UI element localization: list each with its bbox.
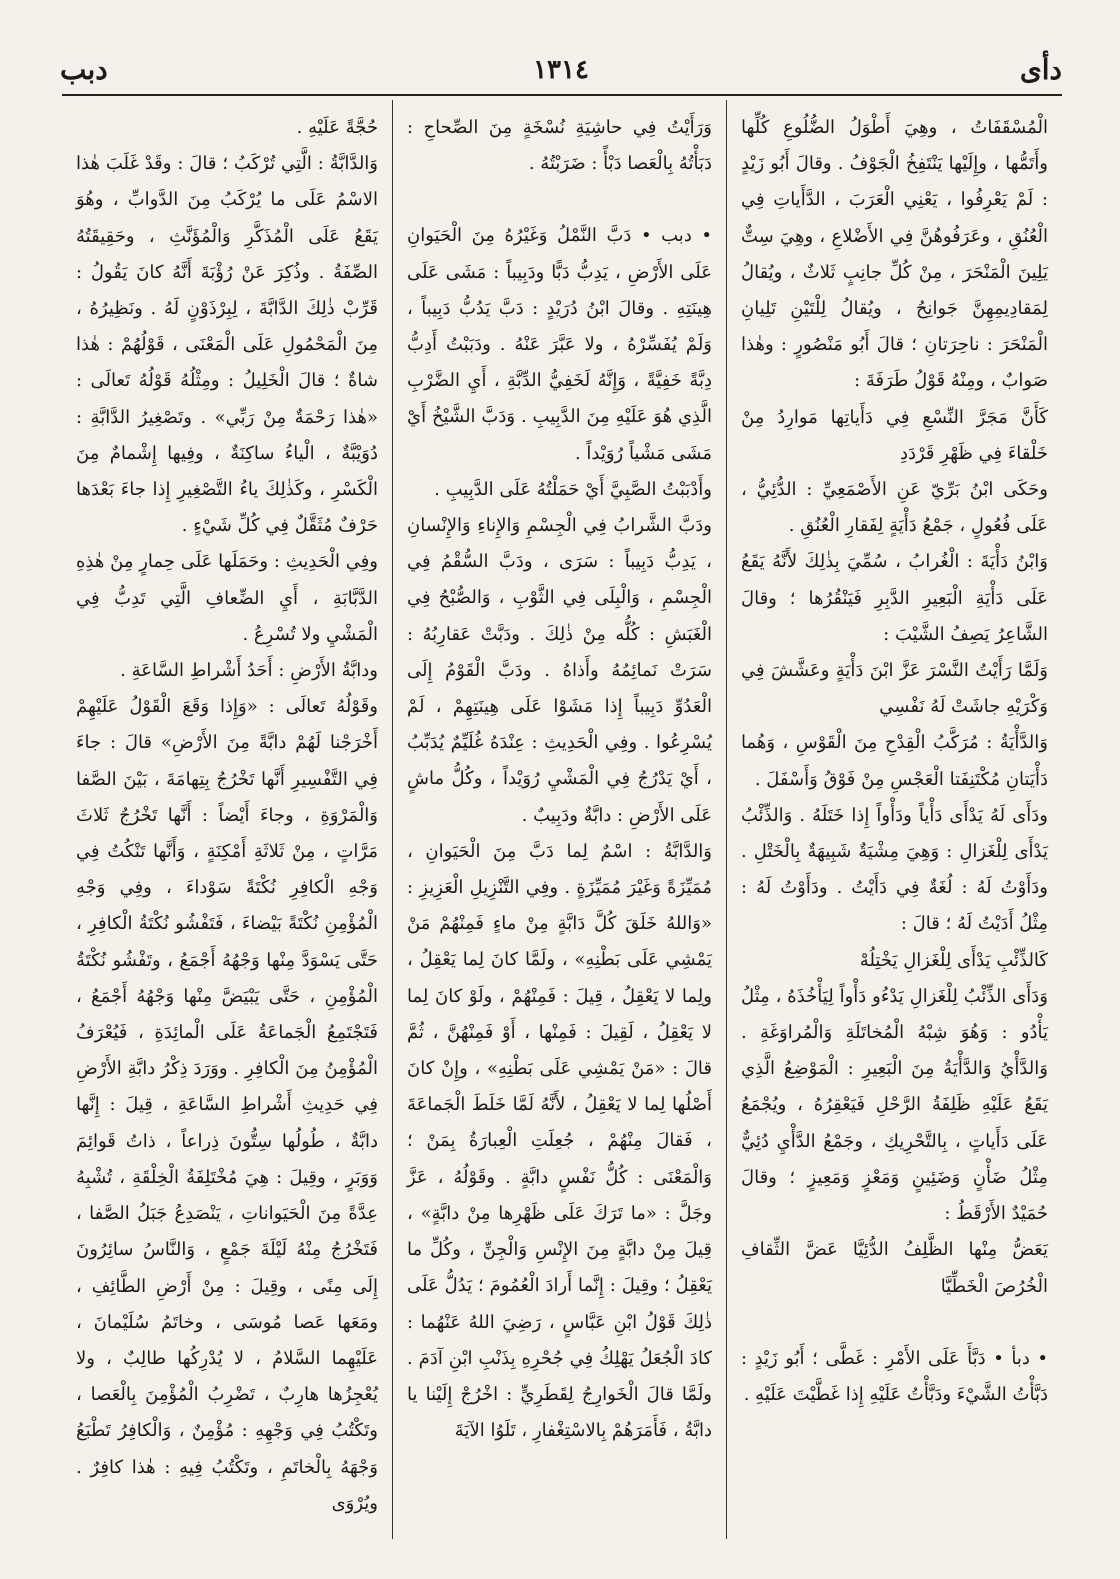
paragraph: وقَوْلُهُ تَعالَى : «وَإِذا وَقَعَ الْقَوْلُ عَلَيْهِمْ أَخْرَجْنا لَهُمْ دابَّةً مِنَ الأَرْضِ» قالَ : جاءَ فِي التَّفْسِيرِ أَنَّها تَخْرُجُ بِتِهامَةَ ، بَيْنَ الصَّفا وَالْمَرْوَةِ ، وجاءَ أَيْضاً : أَنَّها تَخْرُجُ ثَلاثَ مَرَّاتٍ ، مِنْ ثَلاثَةِ أَمْكِنَةٍ ، وَأَنَّها تَنْكُتُ فِي وَجْهِ الْكافِرِ نُكْتَةً سَوْداءَ ، وفِي وَجْهِ الْمُؤْمِنِ نُكْتَةً بَيْضاءَ ، فَتَفْشُو نُكْتَةُ الْكافِرِ ، حَتَّى يَسْوَدَّ مِنْها وَجْهُهُ أَجْمَعُ ، وتَفْشُو نُكْتَةُ الْمُؤْمِنِ ، حَتَّى يَبْيَضَّ مِنْها وَجْهُهُ أَجْمَعُ ، فَتَجْتَمِعُ الْجَماعَةُ عَلَى الْمائِدَةِ ، فَيُعْرَفُ الْمُؤْمِنُ مِنَ الْكافِرِ . ووَرَدَ ذِكْرُ دابَّةِ الأَرْضِ فِي حَدِيثِ أَشْراطِ السَّاعَةِ ، قِيلَ : إِنَّها دابَّةٌ ، طُولُها سِتُّونَ ذِراعاً ، ذاتُ قَوائِمَ وَوَبَرٍ ، وقِيلَ : هِيَ مُخْتَلِفَةُ الْخِلْقَةِ ، تُشْبِهُ عِدَّةً مِنَ الْحَيَواناتِ ، يَنْصَدِعُ جَبَلُ الصَّفا ، فَتَخْرُجُ مِنْهُ لَيْلَةَ جَمْعٍ ، وَالنَّاسُ سائِرُونَ إِلَى مِنًى ، وقِيلَ : مِنْ أَرْضِ الطَّائِفِ ، ومَعَها عَصا مُوسَى ، وخاتَمُ سُلَيْمانَ ، عَلَيْهِما السَّلامُ ، لا يُدْرِكُها طالِبٌ ، ولا يُعْجِزُها هارِبٌ ، تَضْرِبُ الْمُؤْمِنَ بِالْعَصا ، وتَكْتُبُ فِي وَجْهِهِ : مُؤْمِنٌ ، وَالْكافِرُ تَطْبَعُ وَجْهَهُ بِالْخاتَمِ ، وتَكْتُبُ فِيهِ : هٰذا كافِرٌ . ويُرْوَى bbox=[76, 696, 378, 1514]
paragraph: وَابْنُ دَأْيَةَ : الْغُرابُ ، سُمِّيَ بِذٰلِكَ لأَنَّهُ يَقَعُ عَلَى دَأْيَةِ الْبَعِيرِ الدَّبِرِ فَيَنْقُرُها ؛ وقالَ الشَّاعِرُ يَصِفُ الشَّيْبَ : bbox=[741, 551, 1048, 645]
paragraph: وأَدْبَبْتُ الصَّبِيَّ أَيْ حَمَلْتُهُ عَلَى الدَّبِيبِ . bbox=[434, 478, 712, 500]
text-columns bbox=[62, 100, 1062, 1539]
page-number: ١٣١٤ bbox=[533, 55, 589, 85]
column-middle bbox=[392, 100, 727, 1539]
entry-dba: • دبأ • دَبَّأَ عَلَى الأَمْرِ : غَطَّى ؛ أَبُو زَيْدٍ : دَبَّأْتُ الشَّيْءَ ودَبَّأْتُ عَلَيْهِ إِذا غَطَّيْتَ عَلَيْهِ . bbox=[741, 1347, 1048, 1405]
paragraph: ودابَّةُ الأَرْضِ : أَحَدُ أَشْراطِ السَّاعَةِ . bbox=[120, 660, 378, 682]
entry-dbb: • دبب • دَبَّ النَّمْلُ وَغَيْرُهُ مِنَ الْحَيَوانِ عَلَى الأَرْضِ ، يَدِبُّ دَبًّا ودَبِيباً : مَشَى عَلَى هِينَتِهِ . وقالَ ابْنُ دُرَيْدٍ : دَبَّ يَدُبُّ دَبِيباً ، وَلَمْ يُفَسِّرْهُ ، ولا عَبَّرَ عَنْهُ . ودَبَبْتُ أَدِبُّ دِبَّةً خَفِيَّةً ، وَإِنَّهُ لَخَفِيُّ الدِّبَّةِ ، أَيِ الضَّرْبِ الَّذِي هُوَ عَلَيْهِ مِنَ الدَّبِيبِ . وَدَبَّ الشَّيْخُ أَيْ مَشَى مَشْياً رُوَيْداً . bbox=[407, 225, 712, 464]
paragraph: حُجَّةً عَلَيْهِ . bbox=[296, 117, 378, 138]
verse: وَلَمَّا رَأَيْتُ النَّسْرَ عَزَّ ابْنَ دَأْيَةٍ وعَشَّشَ فِي وَكْرَيْهِ جاشَتْ لَهُ نَفْسِي bbox=[741, 660, 1048, 718]
verse: كَالذِّئْبِ يَدْأَى لِلْغَزالِ يَخْتِلُهْ bbox=[859, 949, 1048, 971]
verse: كَأَنَّ مَجَرَّ النِّسْعِ فِي دَأَياتِها مَوارِدُ مِنْ خَلْقاءَ فِي ظَهْرِ قَرْدَدِ bbox=[741, 406, 1048, 464]
paragraph: وَدَأَى الذِّئْبُ لِلْغَزالِ يَدْءُو دَأْواً لِيَأْخُذَهُ ، مِثْلُ يَأْدُو : وَهُوَ شِبْهُ الْمُخاتَلَةِ وَالْمُراوَغَةِ . وَالدَّأْيُ وَالدَّأْيَةُ مِنَ الْبَعِيرِ : الْمَوْضِعُ الَّذِي يَقَعُ عَلَيْهِ ظَلِفَةُ الرَّحْلِ فَيَعْقِرُهُ ، ويُجْمَعُ عَلَى دَأَياتٍ ، بِالتَّحْرِيكِ ، وجَمْعُ الدَّأْيِ دُئِيٌّ مِثْلُ ضَأْنٍ وَضَئِينٍ وَمَعْزٍ وَمَعِيزٍ ؛ وقالَ حُمَيْدٌ الأَرْقَطُ : bbox=[741, 985, 1048, 1225]
paragraph: وحَكَى ابْنُ بَرِّيّ عَنِ الأَصْمَعِيِّ : الدُّئِيُّ ، عَلَى فُعُولٍ ، جَمْعُ دَأْيَةٍ لِفَقارِ الْعُنُقِ . bbox=[741, 479, 1048, 537]
header-entry-right: دأى bbox=[1019, 53, 1062, 86]
column-left bbox=[62, 100, 392, 1539]
paragraph: وَرَأَيْتُ فِي حاشِيَةِ نُسْخَةٍ مِنَ الصِّحاحِ : دَبَأْتُهُ بِالْعَصا دَبْأً : ضَرَبْتُهُ . bbox=[407, 117, 712, 175]
header-rule bbox=[62, 94, 1062, 96]
verse: يَعَضُّ مِنْها الظَّلِفُ الدُّئِيَّا عَضَّ الثِّقافِ الْخُرُصَ الْخَطِّيَّا bbox=[741, 1239, 1048, 1297]
column-right bbox=[727, 100, 1062, 1539]
page-header bbox=[60, 50, 1062, 90]
paragraph: وفِي الْحَدِيثِ : وحَمَلَها عَلَى حِمارٍ مِنْ هٰذِهِ الدَّبَّابَةِ ، أَيِ الضِّعافِ الَّتِي تَدِبُّ فِي الْمَشْيِ ولا تُسْرِعُ . bbox=[76, 551, 378, 645]
paragraph: وَالدَّأْيَةُ : مُرَكَّبُ الْقِدْحِ مِنَ الْقَوْسِ ، وَهُما دَأْيَتانِ مُكْتَنِفَتا الْعَجْسِ مِنْ فَوْقُ وَأَسْفَلَ . bbox=[741, 732, 1048, 790]
paragraph: ودَبَّ الشَّرابُ فِي الْجِسْمِ وَالإِناءِ وَالإِنْسانِ ، يَدِبُّ دَبِيباً : سَرَى ، ودَبَّ السُّقْمُ فِي الْجِسْمِ ، وَالْبِلَى فِي الثَّوْبِ ، وَالصُّبْحُ فِي الْغَبَشِ : كُلُّه مِنْ ذٰلِكَ . ودَبَّتْ عَقارِبُهُ : سَرَتْ نَمائِمُهُ وأَذاهُ . ودَبَّ الْقَوْمُ إِلَى الْعَدُوِّ دَبِيباً إِذا مَشَوْا عَلَى هِينَتِهِمْ ، لَمْ يُسْرِعُوا . وفِي الْحَدِيثِ : عِنْدَهُ غُلَيِّمٌ يُدَبِّبُ ، أَيْ يَدْرُجُ فِي الْمَشْيِ رُوَيْداً ، وكُلُّ ماشٍ عَلَى الأَرْضِ : دابَّةٌ ودَبِيبٌ . bbox=[407, 515, 712, 826]
paragraph: وَالدَّابَّةُ : اسْمٌ لِما دَبَّ مِنَ الْحَيَوانِ ، مُمَيِّزَةً وَغَيْرَ مُمَيِّزَةٍ . وفِي التَّنْزِيلِ الْعَزِيزِ : «وَاللهُ خَلَقَ كُلَّ دَابَّةٍ مِنْ ماءٍ فَمِنْهُمْ مَنْ يَمْشِي عَلَى بَطْنِهِ» ، ولَمَّا كانَ لِما يَعْقِلُ ، ولِما لا يَعْقِلُ ، قِيلَ : فَمِنْهُمْ ، ولَوْ كانَ لِما لا يَعْقِلُ ، لَقِيلَ : فَمِنْها ، أَوْ فَمِنْهُنَّ ، ثُمَّ قالَ : «مَنْ يَمْشِي عَلَى بَطْنِهِ» ، وإِنْ كانَ أَصْلُها لِما لا يَعْقِلُ ، لأَنَّهُ لَمَّا خَلَطَ الْجَماعَةَ ، فَقالَ مِنْهُمْ ، جُعِلَتِ الْعِبارَةُ بِمَنْ ؛ وَالْمَعْنَى : كُلُّ نَفْسٍ دابَّةٍ . وقَوْلُهُ ، عَزَّ وجَلَّ : «ما تَرَكَ عَلَى ظَهْرِها مِنْ دابَّةٍ» ، قِيلَ مِنْ دابَّةٍ مِنَ الإِنْسِ وَالْجِنِّ ، وكُلِّ ما يَعْقِلُ ؛ وقِيلَ : إِنَّما أَرادَ الْعُمُومَ ؛ يَدُلُّ عَلَى ذٰلِكَ قَوْلُ ابْنِ عَبَّاسٍ ، رَضِيَ اللهُ عَنْهُما : كادَ الْجُعَلُ يَهْلِكُ فِي جُحْرِهِ بِذَنْبِ ابْنِ آدَمَ . ولَمَّا قالَ الْخَوارِجُ لِقَطَرِيٍّ : اخْرُجْ إِلَيْنا يا دابَّةُ ، فَأَمَرَهُمْ بِالاسْتِغْفارِ ، تَلَوُا الآيَةَ bbox=[407, 840, 712, 1442]
paragraph: ودَأَى لَهُ يَدْأَى دَأْياً ودَأْواً إِذا خَتَلَهُ . وَالذِّئْبُ يَدْأَى لِلْغَزالِ : وَهِيَ مِشْيَةٌ شَبِيهَةٌ بِالْخَتْلِ . ودَأَوْتُ لَهُ : لُغَةٌ فِي دَأَيْتُ . ودَأَوْتُ لَهُ : مِثْلُ أَدَيْتُ لَهُ ؛ قالَ : bbox=[741, 804, 1048, 935]
paragraph: وَالدَّابَّةُ : الَّتِي تُرْكَبُ ؛ قالَ : وقَدْ غَلَبَ هٰذا الاسْمُ عَلَى ما يُرْكَبُ مِنَ الدَّوابِّ ، وهُوَ يَقَعُ عَلَى الْمُذَكَّرِ وَالْمُؤَنَّثِ ، وحَقِيقَتُهُ الصِّفَةُ . وذُكِرَ عَنْ رُؤْبَةَ أَنَّهُ كانَ يَقُولُ : قَرِّبْ ذٰلِكَ الدَّابَّةَ ، لِبِرْذَوْنٍ لَهُ . ونَظِيرُهُ ، مِنَ الْمَحْمُولِ عَلَى الْمَعْنَى ، قَوْلُهُمْ : هٰذا شاةٌ ؛ قالَ الْخَلِيلُ : ومِثْلُهُ قَوْلُهُ تَعالَى : «هٰذا رَحْمَةٌ مِنْ رَبِّي» . وتَصْغِيرُ الدَّابَّةِ : دُوَيْبَّةٌ ، الْياءُ ساكِنَةٌ ، وفِيها إِشْمامٌ مِنَ الْكَسْرِ ، وكَذٰلِكَ ياءُ التَّصْغِيرِ إِذا جاءَ بَعْدَها حَرْفٌ مُثَقَّلٌ فِي كُلِّ شَيْءٍ . bbox=[76, 153, 378, 537]
paragraph: الْمُسْقَفَاتُ ، وهِيَ أَطْوَلُ الضُّلُوعِ كُلِّها وأَتَمُّها ، وإِلَيْها يَنْتَفِخُ الْجَوْفُ . وقالَ أَبُو زَيْدٍ : لَمْ يَعْرِفُوا ، يَعْنِي الْعَرَبَ ، الدَّأَياتِ فِي الْعُنُقِ ، وعَرَفُوهُنَّ فِي الأَضْلاعِ ، وهِيَ سِتٌّ يَلِينَ الْمَنْحَرَ ، مِنْ كُلِّ جانِبٍ ثَلاثٌ ، ويُقالُ لِمَقادِيمِهِنَّ جَوانِحُ ، ويُقالُ لِلْتَيْنِ تَلِيانِ الْمَنْحَرَ : ناحِرَتانِ ؛ قالَ أَبُو مَنْصُورٍ : وهٰذا صَوابٌ ، ومِنْهُ قَوْلُ طَرَفَةَ : bbox=[741, 117, 1048, 392]
header-entry-left: دبب bbox=[60, 53, 108, 86]
